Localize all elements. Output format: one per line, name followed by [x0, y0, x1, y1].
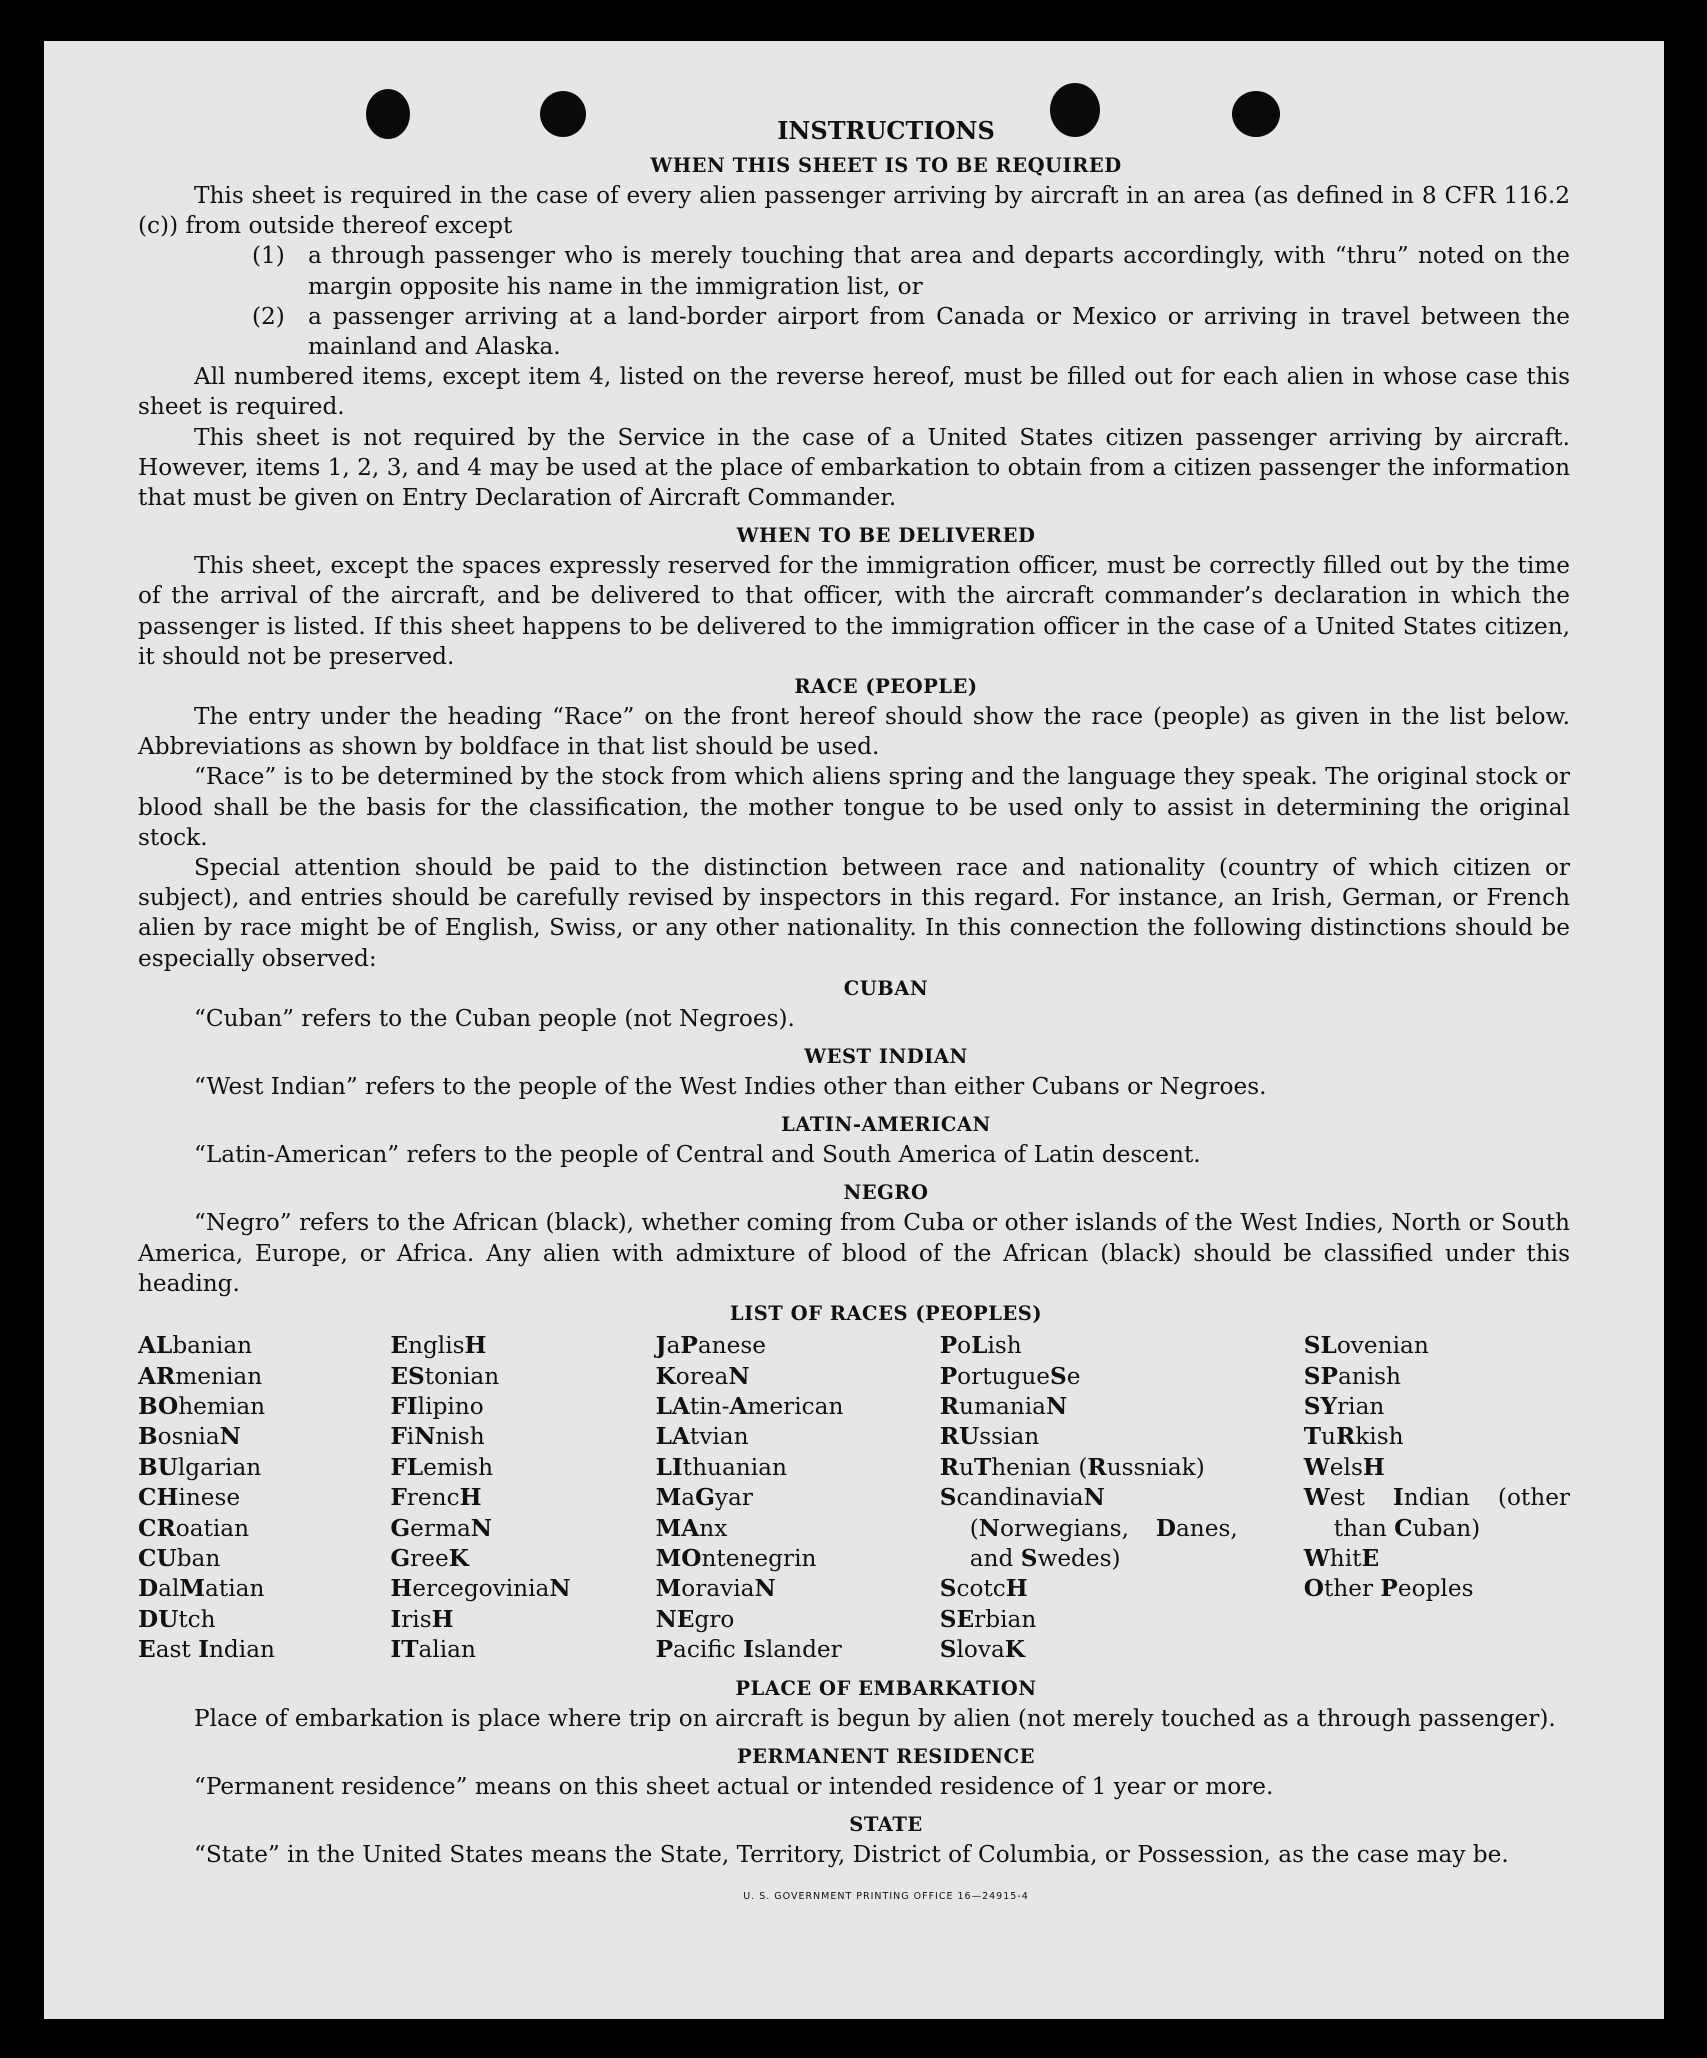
heading-cuban: CUBAN — [843, 976, 929, 1000]
race-entry: LIthuanian — [655, 1453, 787, 1481]
heading-permanent-residence: PERMANENT RESIDENCE — [736, 1744, 1035, 1768]
printer-imprint: U. S. GOVERNMENT PRINTING OFFICE 16—24915-4 — [743, 1891, 1029, 1903]
paragraph-west-indian: “West Indian” refers to the people of the West Indies other than either Cubans or Negroes. — [194, 1073, 1267, 1101]
paragraph-when-required-intro: This sheet is required in the case of every alien passenger arriving by aircraft in an area (as defined in 8 CFR 116.2 (c)) from outside thereof except — [138, 182, 1570, 240]
race-entry: RuThenian (Russniak) — [939, 1453, 1205, 1481]
paragraph-race-1: The entry under the heading “Race” on the front hereof should show the race (people) as given in the list below. Abbreviations as shown by boldface in that list should be used. — [138, 703, 1570, 761]
race-entry: NEgro — [655, 1605, 735, 1633]
heading-embarkation: PLACE OF EMBARKATION — [735, 1676, 1037, 1700]
race-entry: LAtin-American — [655, 1392, 844, 1420]
heading-when-required: WHEN THIS SHEET IS TO BE REQUIRED — [650, 154, 1122, 177]
race-entry: MOntenegrin — [655, 1544, 817, 1572]
race-entry: ScandinaviaN (Norwegians, Danes, and Swedes) — [939, 1484, 1238, 1572]
race-entry: TuRkish — [1303, 1423, 1404, 1451]
exception-text: a passenger arriving at a land-border airport from Canada or Mexico or arriving in travel between the mainland and Alaska. — [308, 302, 1570, 361]
race-entry: MAnx — [655, 1514, 728, 1542]
exception-text: a through passenger who is merely touching that area and departs accordingly, with “thru” noted on the margin opposite his name in the immigration list, or — [308, 242, 1570, 300]
race-entry: BUlgarian — [138, 1453, 262, 1481]
race-entry: MaGyar — [655, 1484, 753, 1512]
race-entry: Other Peoples — [1303, 1575, 1474, 1603]
heading-when-delivered: WHEN TO BE DELIVERED — [736, 524, 1036, 548]
race-column — [1238, 1331, 1570, 1665]
race-column — [656, 1331, 938, 1665]
race-entry: ITalian — [390, 1636, 476, 1664]
race-entry: WelsH — [1303, 1453, 1385, 1481]
race-entry: RumaniaN — [939, 1392, 1068, 1420]
paragraph-citizen: This sheet is not required by the Service in the case of a United States citizen passenger arriving by aircraft. However, items 1, 2, 3, and 4 may be used at the place of embarkation to obtain from a citizen passenger the information that must be given on Entry Declaration of Aircraft Commander. — [138, 423, 1570, 512]
race-entry: DalMatian — [138, 1575, 265, 1603]
race-entry: DUtch — [138, 1605, 216, 1633]
race-entry: RUssian — [939, 1423, 1040, 1451]
exception-number: (1) — [252, 242, 285, 270]
paragraph-cuban: “Cuban” refers to the Cuban people (not Negroes). — [194, 1004, 795, 1032]
race-column — [138, 1331, 390, 1665]
paragraph-negro: “Negro” refers to the African (black), whether coming from Cuba or other islands of the West Indies, North or South America, Europe, or Africa. Any alien with admixture of blood of the African (black) should be classified under this heading. — [138, 1209, 1570, 1297]
race-entry: SLovenian — [1303, 1332, 1429, 1360]
race-entry: PortugueSe — [939, 1362, 1081, 1390]
race-column — [938, 1331, 1238, 1665]
paragraph-race-3: Special attention should be paid to the distinction between race and nationality (country of which citizen or subject), and entries should be carefully revised by inspectors in this regard. For instance, an Irish, German, or French alien by race might be of English, Swiss, or any other nationality. In this connection the following distinctions should be especially observed: — [138, 854, 1570, 972]
page-title: INSTRUCTIONS — [777, 116, 995, 145]
race-column — [390, 1331, 655, 1665]
paragraph-permanent-residence: “Permanent residence” means on this sheet actual or intended residence of 1 year or more. — [194, 1772, 1274, 1800]
race-entry: CHinese — [138, 1484, 241, 1512]
race-entry: MoraviaN — [655, 1575, 776, 1603]
exception-number: (2) — [252, 302, 285, 330]
heading-race: RACE (PEOPLE) — [794, 675, 978, 699]
heading-latin-american: LATIN-AMERICAN — [781, 1113, 991, 1137]
race-entry: SPanish — [1303, 1362, 1401, 1390]
race-entry: LAtvian — [655, 1423, 749, 1451]
race-entry: JaPanese — [655, 1332, 766, 1360]
race-entry: PoLish — [939, 1332, 1022, 1360]
race-entry: GermaN — [390, 1514, 492, 1542]
race-list — [138, 1331, 1570, 1665]
race-entry: FLemish — [390, 1453, 494, 1481]
race-entry: Pacifc Islander — [655, 1636, 842, 1664]
race-entry: CRoatian — [138, 1514, 250, 1542]
race-entry: EStonian — [390, 1362, 500, 1390]
race-entry: SlovaK — [939, 1636, 1025, 1664]
heading-west-indian: WEST INDIAN — [804, 1045, 968, 1069]
race-entry: ARmenian — [138, 1362, 263, 1390]
race-entry: West Indian (other than Cuban) — [1303, 1484, 1571, 1542]
race-entry: ScotcH — [939, 1575, 1028, 1603]
paragraph-when-delivered: This sheet, except the spaces expressly reserved for the immigration officer, must be correctly filled out by the time of the arrival of the aircraft, and be delivered to that officer, with the aircraft commander’s declaration in which the passenger is listed. If this sheet happens to be delivered to the immigration officer in the case of a United States citizen, it should not be preserved. — [138, 552, 1570, 670]
race-entry: BOhemian — [138, 1392, 266, 1420]
race-entry: IrisH — [390, 1605, 454, 1633]
race-entry: KoreaN — [655, 1362, 750, 1390]
paragraph-latin-american: “Latin-American” refers to the people of Central and South America of Latin descent. — [194, 1141, 1201, 1169]
race-entry: SErbian — [939, 1605, 1037, 1633]
paragraph-race-2: “Race” is to be determined by the stock from which aliens spring and the language they speak. The original stock or blood shall be the basis for the classification, the mother tongue to be used only to assist in determining the original stock. — [138, 763, 1570, 851]
race-entry: HercegoviniaN — [390, 1575, 571, 1603]
heading-negro: NEGRO — [843, 1181, 929, 1205]
paragraph-state: “State” in the United States means the State, Territory, District of Columbia, or Possession, as the case may be. — [194, 1840, 1509, 1868]
race-entry: FrencH — [390, 1484, 482, 1512]
race-entry: SYrian — [1303, 1392, 1385, 1420]
race-entry: FiNnish — [390, 1423, 485, 1451]
race-entry: BosniaN — [138, 1423, 241, 1451]
race-entry: East Indian — [138, 1636, 275, 1664]
paragraph-embarkation: Place of embarkation is place where trip on aircraft is begun by alien (not merely touched as a through passenger). — [194, 1704, 1556, 1732]
race-entry: WhitE — [1303, 1544, 1380, 1572]
race-entry: FIlipino — [390, 1392, 484, 1420]
document-body — [138, 111, 1570, 1912]
race-entry: EnglisH — [390, 1332, 487, 1360]
race-entry: ALbanian — [138, 1332, 253, 1360]
heading-list-of-races: LIST OF RACES (PEOPLES) — [729, 1302, 1043, 1326]
race-entry: GreeK — [390, 1544, 469, 1572]
race-entry: CUban — [138, 1544, 221, 1572]
paragraph-numbered-items: All numbered items, except item 4, listed on the reverse hereof, must be filled out for each alien in whose case this sheet is required. — [138, 363, 1570, 421]
instruction-sheet — [44, 41, 1664, 2019]
exception-item — [252, 241, 1570, 301]
heading-state: STATE — [849, 1812, 923, 1836]
exception-item — [252, 302, 1570, 362]
